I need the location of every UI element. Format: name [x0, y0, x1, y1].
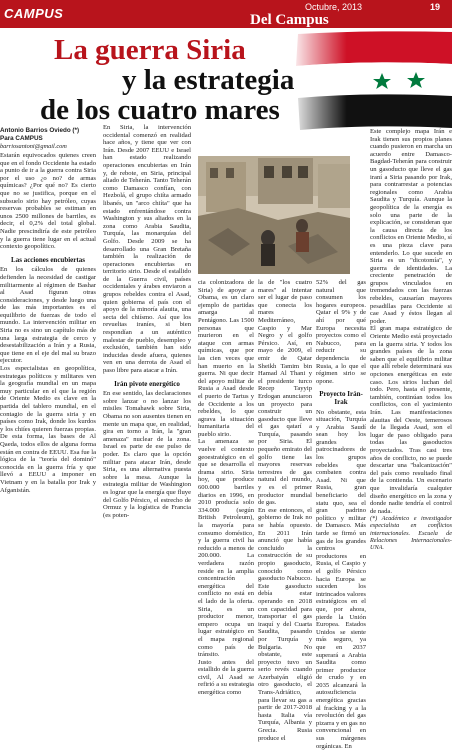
article-column-5 — [316, 279, 366, 565]
syrian-flag-icon — [290, 30, 452, 130]
paragraph: cia colonizadora de Siria) de apoyar a Obama, es un claro ejemplo de partidas amarga al Pentágono. Las 1500 personas que murieron en el ataque con armas químicas, que por las cien veces que han muerto en la guerra. Ni que decir del apoyo militar de Rusia a Asad desde el puerto de Tartus y de Occidente a los rebeldes, lo que agrava la situación humanitaria del pueblo sirio. — [198, 279, 254, 438]
paragraph: En ese entonces, el gobierno de Irak no se había opuesto. En 2011 Irán anunció que había concluido la construcción de su propio gasoducto, conocido como gasoducto Nabucco. Este gasoducto debía estar operando en 2018 con capacidad para transportar el gas iraquí y del Cuarta Saudita, pasando por Turquía y Bulgaria. No obstante, este proyecto tuvo un serio revés cuando Azerbaiyán eligió otro gasoducto, el Trans-Adriático, para llevar su gas a partir de 2017-2018 hasta Italia vía Turquía, Albania y Grecia. Rusia produce el — [258, 507, 312, 742]
paragraph: la de "los cuatro mares" al intentar ser el lugar de paso que conecta los mares Mediterráneo, Caspio y Mar Negro y el golfo Pérsico. Así, en mayo de 2009, el emir de Qatar Sheikh Tamim bin Hamad Al Thani y el presidente turco Recep Tayyip Erdogan anunciaron un proyecto para construir un gasoducto que lleve el gas qatarí a Turquía, pasando por Siria. El pequeño emirato del golfo tiene las mayores reservas terrestres de gas natural del mundo, y es el primer productor mundial de gas. — [258, 279, 312, 507]
issue-date: Octubre, 2013 — [305, 2, 362, 12]
article-column-2 — [103, 124, 191, 565]
headline-line-1: La guerra Siria — [54, 34, 246, 67]
article-column-6 — [370, 128, 452, 565]
paragraph: En los cálculos de quienes defienden la necesidad de castigar militarmente al régimen de Bashar al Asad figuran otras consideraciones, y desde luego una de las más importantes es el equilibrio de fuerzas de todo el mundo. La intervención militar en Siria no es sino un capítulo más de una larga estrategia de cerco y desestabilización a Irán y a Rusia, que tiene en el eje del mal su brazo ejecutor. — [0, 266, 96, 365]
paragraph: Justo antes del estallido de la guerra civil, Al Asad se refirió a su estrategia energética como — [198, 659, 254, 697]
paragraph: Los especialistas en geopolítica, estrategas políticos y militares ven la geografía mundial en un mapa muy particular en el que la región de Oriente Medio es clave en la partida del tablero mundial, en el contagio de la guerra siria y en países como Irak, donde los kurdos y los chiíes quieren fuerzas propias. De esta forma, las bases de Al Qaeda, todos ellos de alguna forma están en contra de EEUU. Esa fue la lógica de la "teoría del dominó" conocida en la guerra fría y que llevó a EEUU a imponer en Vietnam y en la batalla por Irak y Afganistán. — [0, 365, 96, 494]
article-column-3 — [198, 279, 254, 565]
article-column-1 — [0, 152, 96, 565]
subheading-proyecto: Proyecto Irán-Irak — [316, 391, 366, 406]
intro-paragraph: Estarán equivocados quienes creen que en el fondo Occidente ha estado a punto de ir a la guerra contra Siria por el uso ¿o no? de armas químicas? ¿Por qué no? Es cierto que no se justifica, porque en el subsuelo sirio hay petróleo, cuyas reservas probables se estiman en unos 2500 millones de barriles, es decir, el 0,2% del total global. Nadie prescindiría de este petróleo y la guerra tiene lugar en el actual contexto geopolítico. — [0, 152, 96, 251]
war-ruins-photo — [198, 156, 350, 274]
paragraph: No obstante, esta situación, Turquía y Arabia Saudí sean hoy los grandes patrocinadores de los grupos rebeldes que combaten contra Asad. Ni que Rusia, gran beneficiario del statu quo, sea el gran padrino político y militar de Damasco. Más tarde se firmó un gas de los grandes centros productores en Rusia, el Caspio y el golfo Pérsico hacia Europa se suceden los intrincados valores estratégicos en el que, por ahora, pierde la Unión Europea. Estados Unidos se siente más seguro, ya que en 2037 superará a Arabia Saudita como primer productor de crudo y en 2035 alcanzará la autosuficiencia energética gracias al fracking y a la revolución del gas pizarra y en gas no convencional en sus márgenes orgánicas. En — [316, 409, 366, 750]
section-title: Del Campus — [250, 12, 329, 29]
paragraph: El gran mapa estratégico de Oriente Medio está proyectado en la guerra siria. Y todos los grandes países de la zona saben que el equilibrio militar que allí rebele determinará sus opciones energéticas en este caso. Los sirios luchan del todo. Pero, hasta el presente, también, continúan todos los conflictos, con el yacimiento Irán. Las manifestaciones alauitas del Oeste, temerosos de la llegada Asad, son el lugar de paso obligado para todas las gasoductos proyectados. Tras casi tres años de conflicto, no se puede descartar una "balcanización" del país como resultado final de la contienda. Un escenario que invalidaría cualquier diseño energético en la zona y donde nadie tendría el control de nada. — [370, 325, 452, 515]
author-note: (*) Académico e investigador especialista en conflictos internacionales. Escuela de Relaciones Internacionales-UNA. — [370, 515, 452, 551]
page-number: 19 — [430, 2, 440, 12]
paragraph: Este complejo mapa Irán e Irak tienen sus propios planes cuando pusieron en marcha un acuerdo entre Damasco-Bagdad-Teherán para construir un gasoducto que lleve el gas iraní a Siria pasando por Irak, para contrarrestar a potencias regionales como Arabia Saudita y Turquía. Aunque la geopolítica de la energía es solo una parte de la explicación, se consideran que la causa directa de los conflictos en Oriente Medio, sí es una pieza clave para entenderlo. Lo que sucede en Siria es un "dicotomía", y guerra de identidades. La creciente penetración de grupos vinculados en tremendados con las fuerzas rebeldes, causarían mayores pesadillas para Occidente si cae Asad y éstos llegan al poder. — [370, 128, 452, 325]
header-bar — [0, 0, 452, 28]
headline-line-3: de los cuatro mares — [40, 94, 280, 127]
author-name: Antonio Barrios Oviedo (*) — [0, 127, 96, 135]
campus-logo[interactable]: CAMPUS — [4, 6, 63, 21]
author-credit: Para CAMPUS — [0, 135, 96, 143]
author-byline — [0, 127, 96, 143]
author-email[interactable]: barriosantoni@gmail.com — [0, 143, 67, 150]
paragraph: 52% del gas natural que consumen los hogares europeos. Qatar el 9% y de ahí por qué Europa necesita proyectos como el Nabucco, para reducir su dependencia de Rusia, a lo que el régimen sirio se opone. — [316, 279, 366, 385]
paragraph: La amenaza se vuelve el contexto geoestratégico en el que se desarrolla el drama sirio. Siria hoy, que produce 600.000 barriles diarios en 1996, en 2010 producía solo 334.000 (según British Petroleum), la mayoría para consumo doméstico, y la guerra civil ha reducido a menos de 200.000. La verdadera razón reside en la amplia concentración energética del conflicto no está en el lado de la oferta. Siria, es un productor menor, empero ocupa un lugar estratégico en el mapa regional como país de tránsito. — [198, 438, 254, 658]
headline-line-2: y la estrategia — [122, 64, 294, 97]
article-column-4 — [258, 279, 312, 565]
subheading-iran: Irán pivote energético — [103, 381, 191, 389]
paragraph: En Siria, la intervención occidental comenzó en realidad hace años, y tiene que ver con Irán. Desde 2007 EEUU e Israel han estado realizando operaciones encubiertas en Irán y, de rebote, en Siria, principal aliado de Teherán. Tanto Teherán como Damasco confían, con Hezbolá, el grupo chiíta armado libanés, un "arco chiíta" que ha estado enfrentándose contra Washington y sus aliados en la zona como Arabia Saudita, Turquía, las monarquías del Golfo. Desde 2009 se ha desarrollado una Gran Bretaña también la realización de operaciones encubiertas en territorio sirio. Desde el estallido de la Guerra civil, países occidentales y árabes enviaron a grupos rebeldes contra el Asad, quien gobierna el país con el apoyo de la minoría alauita, una secta del chiísmo. Así que los revueltas iraníes, si bien respondían a un auténtico malestar de pueblo, desempleo y exclusión, también han sido inducidas desde afuera, quienes ven en una derrota de Asad el paso libre para atacar a Irán. — [103, 124, 191, 375]
subheading-acciones: Las acciones encubiertas — [0, 257, 96, 265]
paragraph: En ese sentido, las declaraciones sobre lanzar o no lanzar los misiles Tomahawk sobre Siria, Obama no son ausentes tienen en mente un mapa que, en realidad, gira en torno a Irán, la "gran amenaza" nuclear de la zona. Israel es parte de ese pulso de poder. Es claro que la opción militar para atacar Irán, desde Siria, es una alternativa puesta sobre la mesa. Aunque la estrategia militar de Washington es lograr que la energía que fluye del Golfo Pérsico, el estrecho de Ormuz y la logística de Francia (es poten- — [103, 390, 191, 519]
